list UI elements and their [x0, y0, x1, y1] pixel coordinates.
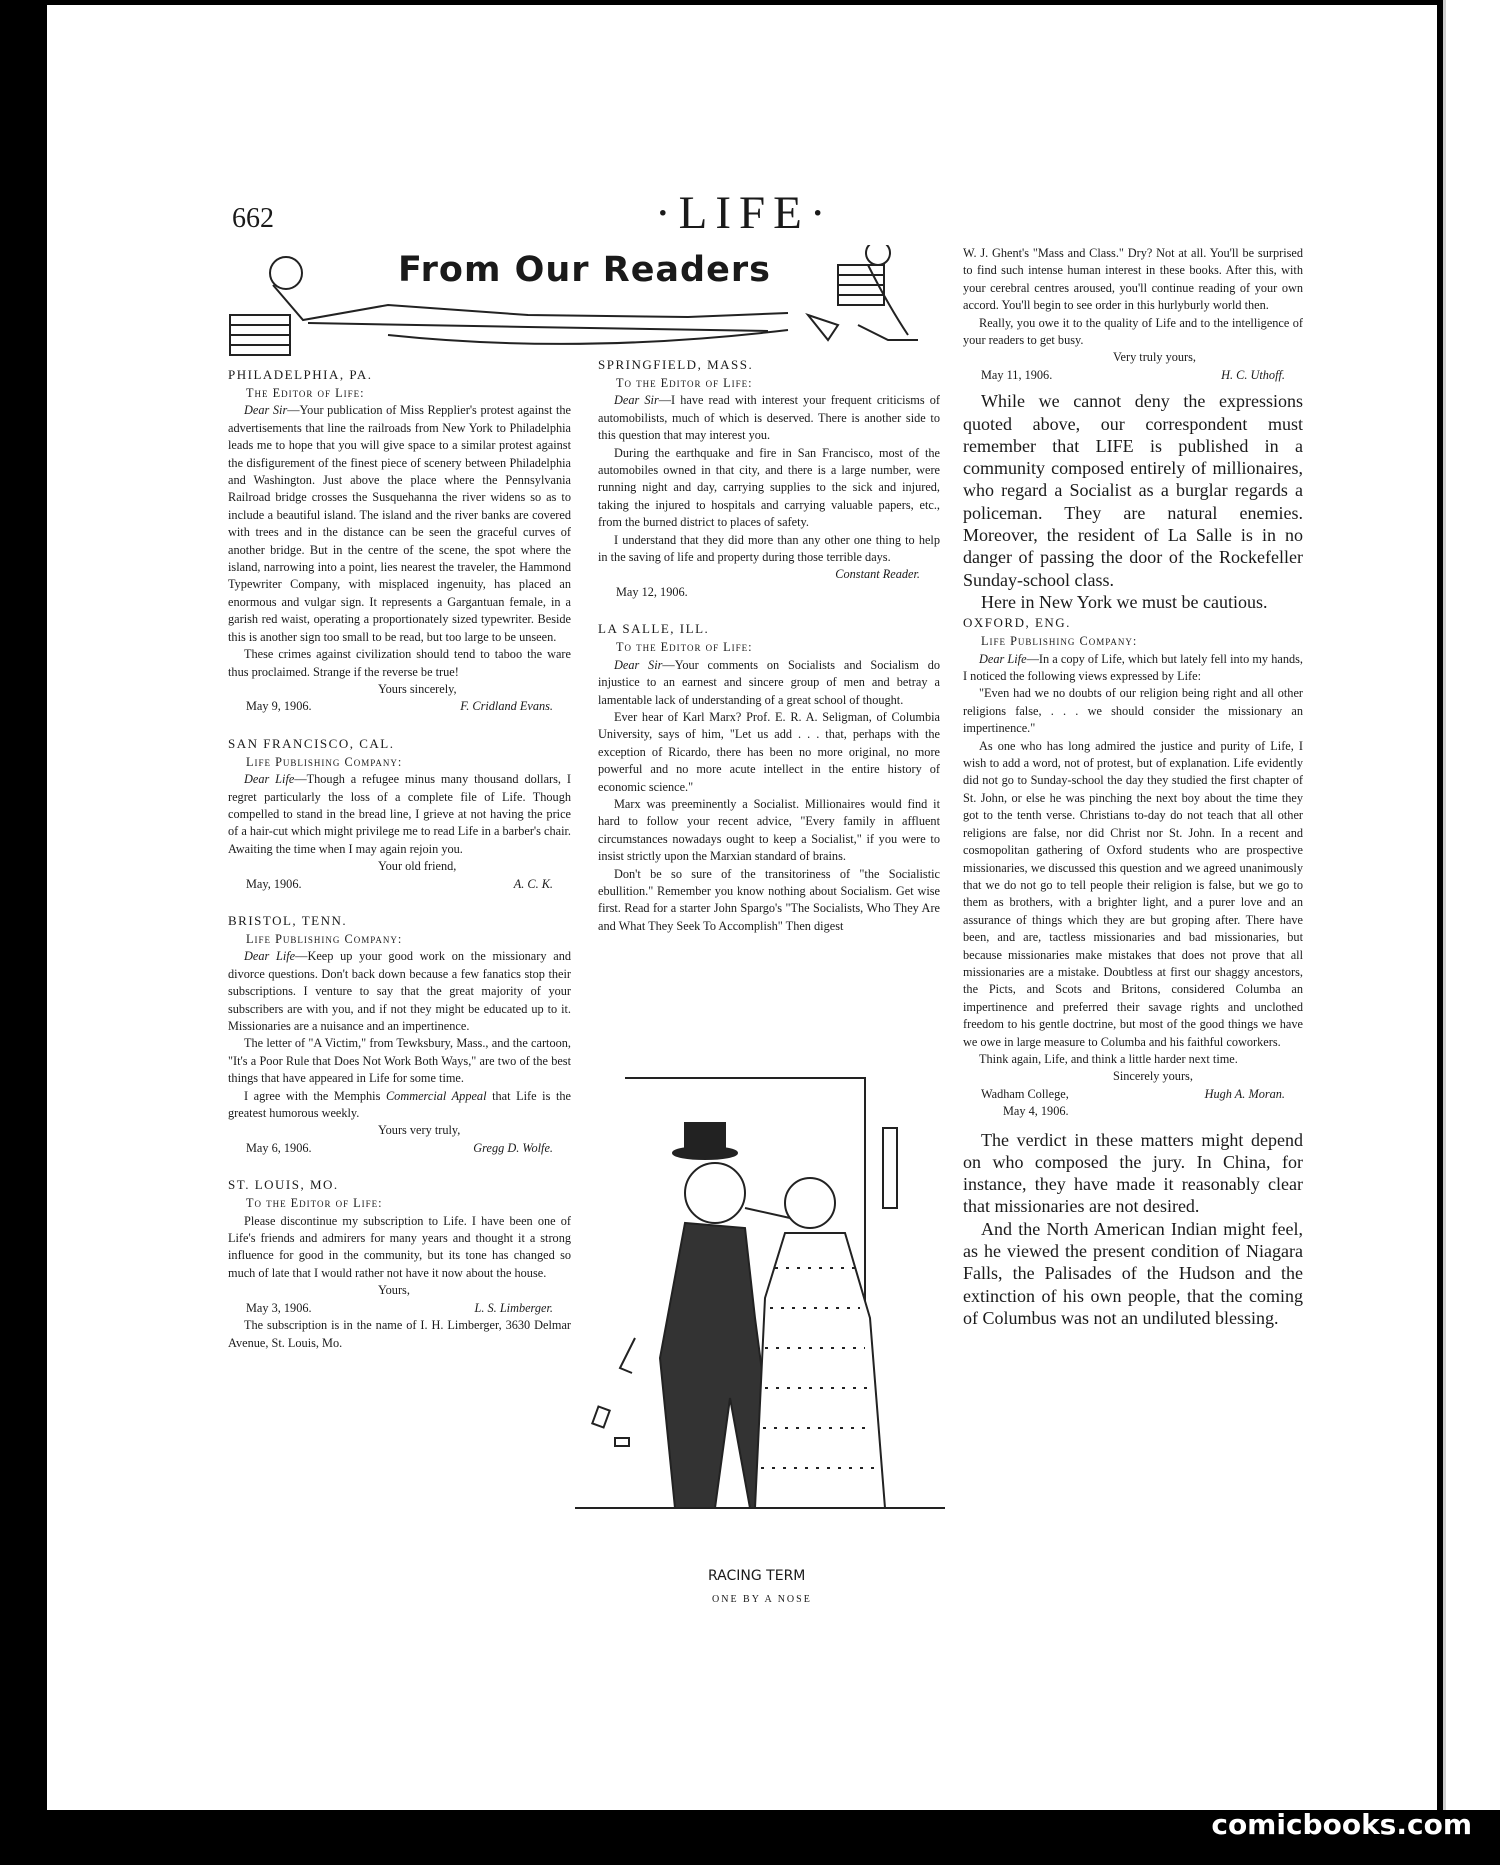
watermark: comicbooks.com	[1211, 1808, 1472, 1841]
letter-body: These crimes against civilization should tend to taboo the ware thus proclaimed. Strange if the reverse be true!	[228, 647, 571, 679]
letter-body: Really, you owe it to the quality of Life and to the intelligence of your readers to get busy.	[963, 315, 1303, 348]
letter-body: As one who has long admired the justice and purity of Life, I wish to add a word, not of protest, but of explanation. Life evidently did not go to Sunday-school the day they studied the first chapter of St. John, or else he was pinching the next boy about the time they got to the tenth verse. Christians to-day do not teach that all other religions are false, nor did Christ nor St. John. In a recent and cosmopolitan gathering of Oxford students who are prospective missionaries, we discussed this question and we agreed unanimously that we do not go to tell people their religion is false, but we go to them as brothers, with a brighter light, and a purer love and an assurance of things which they are but groping after. There have been, and are, tactless missionaries and bad missionaries, but because missionaries make mistakes that does not prove that all missionaries are a mistake. Doubtless at first our shaggy ancestors, the Picts, and Scots and Britons, considered Columba an impertinence and preferred their savage rights and unclothed freedom to his gentle doctrine, but most of the good things we have we owe in large measure to Columba and his faithful coworkers.	[963, 738, 1303, 1049]
letter-closing: Very truly yours,	[1113, 350, 1196, 365]
letter-body: Dear Life—Keep up your good work on the missionary and divorce questions. Don't back down because a few fanatics stop their subscriptions. I venture to say that the great majority of your subscribers are with you, and if not they might be educated up to it. Missionaries are a nuisance and an impertinence.	[228, 949, 571, 1033]
letter-body: I agree with the Memphis Commercial Appeal that Life is the greatest humorous weekly.	[228, 1088, 571, 1121]
cartoon-illustration	[565, 1068, 955, 1533]
column-1	[228, 365, 571, 1352]
letter-body: W. J. Ghent's "Mass and Class." Dry? Not at all. You'll be surprised to find such intense human interest in these books. After this, with your cerebral centres aroused, you'll continue reading of your own accord. You'll begin to see order in this hurlyburly world then.	[963, 246, 1303, 313]
letter-body: I understand that they did more than any other one thing to help in the saving of life and property during those terrible days.	[598, 532, 940, 565]
column-2	[598, 355, 940, 935]
letter-body: The letter of "A Victim," from Tewksbury, Mass., and the cartoon, "It's a Poor Rule that Does Not Work Both Ways," are two of the best things that have appeared in Life for some time.	[228, 1036, 571, 1086]
letter-place: SPRINGFIELD, MASS.	[598, 357, 754, 372]
letter-closing: Sincerely yours,	[1113, 1069, 1193, 1084]
letter-address: To the Editor of Life:	[246, 1196, 383, 1211]
letter-closing: Yours sincerely,	[378, 681, 457, 696]
letter-signoff: Wadham College, Hugh A. Moran.	[981, 1086, 1285, 1101]
letter-signoff: May 6, 1906. Gregg D. Wolfe.	[246, 1140, 553, 1155]
letter-body: Please discontinue my subscription to Life. I have been one of Life's friends and admirers for many years and thought it a strong influence for good in the community, but its tone has changed so much of late that I would rather not have it now about the house.	[228, 1213, 571, 1280]
letter-body: Think again, Life, and think a little harder next time.	[979, 1051, 1238, 1066]
cartoon-caption: ONE BY A NOSE	[712, 1594, 812, 1605]
editorial-comment: While we cannot deny the expressions quoted above, our correspondent must remember that LIFE is published in a community composed entirely of millionaires, who regard a Socialist as a burglar regards a policeman. They are natural enemies. Moreover, the resident of La Salle is in no danger of passing the door of the Rockefeller Sunday-school class. Here in New York we must be cautious.	[963, 391, 1303, 612]
letter-place: ST. LOUIS, MO.	[228, 1177, 339, 1193]
letter-body: Dear Sir—I have read with interest your frequent criticisms of automobilists, much of which is deserved. There is another side to this question that may interest you.	[598, 393, 940, 443]
letter-body: Dear Life—Though a refugee minus many thousand dollars, I regret particularly the loss of a complete file of Life. Though compelled to stand in the bread line, I grieve at not having the price of a hair-cut which might privilege me to read Life in a barber's chair. Awaiting the time when I may again rejoin you.	[228, 772, 572, 856]
letter-body: Don't be so sure of the transitoriness of "the Socialistic ebullition." Remember you know nothing about Socialism. Get wise first. Read for a starter John Spargo's "The Socialists, Who They Are and What They Seek To Accomplish" Then digest	[598, 866, 940, 933]
letter-signature: Constant Reader.	[835, 567, 920, 582]
column-3	[963, 245, 1303, 1329]
letter-body: During the earthquake and fire in San Francisco, most of the automobiles owned in that city, and there is a large number, were running night and day, carrying supplies to the sick and injured, taking the injured to hospitals and carrying valuable papers, etc., from the burned district to places of safety.	[598, 445, 940, 530]
letter-signoff: May 9, 1906. F. Cridland Evans.	[246, 699, 553, 714]
letter-closing: Yours,	[378, 1283, 410, 1298]
letter-body: Dear Sir—Your publication of Miss Repplier's protest against the advertisements that line the railroads from New York to Philadelphia leads me to hope that you will give space to a similar protest against the disfigurement of the finest piece of scenery between Philadelphia and Washington. Just above the place where the Pennsylvania Railroad bridge crosses the Susquehanna the river widens so as to include a beautiful island. The island and the river banks are covered with trees and in the distance can be seen the graceful curves of another bridge. But in the centre of the scene, the spot where the island, narrowing into a point, lies nearest the traveler, the Hammond Typewriter Company, with misplaced ingenuity, has placed an enormous and vulgar sign. It represents a Gargantuan female, in a garish red waist, operating a proportionately sized typewriter. Beside this is another sign too small to be read, but too large to be unseen.	[228, 403, 571, 644]
letter-address: To the Editor of Life:	[616, 640, 753, 655]
letter-closing: Your old friend,	[378, 859, 457, 874]
editorial-comment: The verdict in these matters might depend on who composed the jury. In China, for instance, they have made it reasonably clear that missionaries are not desired. And the North American Indian might feel, as he viewed the present condition of Niagara Falls, the Palisades of the Hudson and the extinction of his own people, that the coming of Columbus was not an undiluted blessing.	[963, 1129, 1303, 1328]
letter-date: May 12, 1906.	[616, 584, 688, 599]
next-page-edge	[1443, 0, 1500, 1810]
letter-signoff: May 11, 1906. H. C. Uthoff.	[981, 367, 1285, 382]
letter-address: Life Publishing Company:	[246, 754, 403, 769]
letter-quote: "Even had we no doubts of our religion being right and all other religions false, . . . we should consider the missionary an impertinence."	[963, 686, 1303, 736]
letter-address: To the Editor of Life:	[616, 376, 753, 390]
letter-address: Life Publishing Company:	[246, 931, 403, 946]
masthead: ·LIFE·	[655, 187, 834, 239]
letter-address: Life Publishing Company:	[981, 634, 1138, 649]
letter-date: May 4, 1906.	[1003, 1104, 1069, 1119]
cartoon-title: RACING TERM	[708, 1568, 806, 1584]
letter-address: The Editor of Life:	[246, 386, 365, 400]
letter-closing: Yours very truly,	[378, 1123, 461, 1138]
page-number: 662	[232, 203, 274, 234]
letter-signoff: May 3, 1906. L. S. Limberger.	[246, 1300, 553, 1315]
letter-note: The subscription is in the name of I. H. Limberger, 3630 Delmar Avenue, St. Louis, Mo.	[228, 1318, 571, 1350]
letter-place: PHILADELPHIA, PA.	[228, 367, 373, 382]
letter-place: SAN FRANCISCO, CAL.	[228, 735, 395, 751]
letter-body: Dear Sir—Your comments on Socialists and Socialism do injustice to an earnest and sincere group of men and betray a lamentable lack of understanding of a great school of thought.	[598, 657, 941, 707]
letter-place: BRISTOL, TENN.	[228, 912, 348, 928]
letter-body: Marx was preeminently a Socialist. Millionaires would find it hard to follow your recent advice, "Every family in affluent circumstances nowadays ought to keep a Socialist," if you were to insist strictly upon the Marxian standard of brains.	[598, 796, 940, 864]
letter-body: Dear Life—In a copy of Life, which but lately fell into my hands, I noticed the following views expressed by Life:	[963, 651, 1303, 684]
letter-place: LA SALLE, ILL.	[598, 621, 710, 637]
letter-body: Ever hear of Karl Marx? Prof. E. R. A. Seligman, of Columbia University, says of him, "Let us add . . . that, perhaps with the exception of Ricardo, there has been no more original, no more powerful and no more acute intellect in the entire history of economic science."	[598, 709, 940, 794]
letter-signoff: May, 1906. A. C. K.	[246, 876, 553, 891]
section-title: From Our Readers	[398, 250, 771, 290]
letter-place: OXFORD, ENG.	[963, 615, 1071, 631]
